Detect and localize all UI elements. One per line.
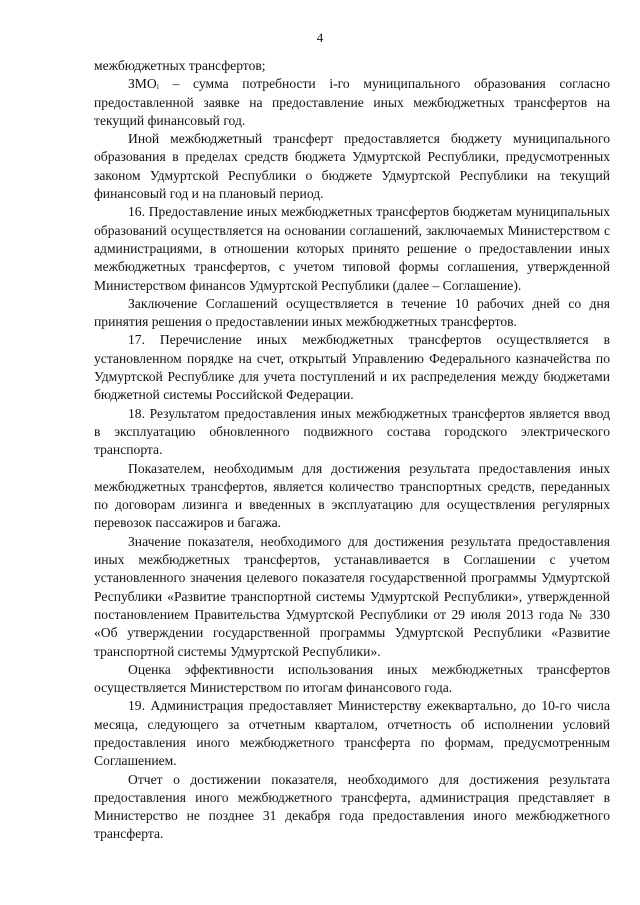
paragraph-indicator-value: Значение показателя, необходимого для достижения результата предоставления иных межбюджетных трансфертов, устанавливается в Соглашении с учетом установленного значения целевого показателя государственной программы Удмуртской Республики «Развитие транспортной системы Удмуртской Республики», утвержденной постановлением Правительства Удмуртской Республики от 29 июля 2013 года № 330 «Об утверждении государственной программы Удмуртской Республики «Развитие транспортной системы Удмуртской Республики». (94, 533, 610, 659)
paragraph-report-deadline: Отчет о достижении показателя, необходимого для достижения результата предоставления иного межбюджетного трансферта, администрация представляет в Министерство не позднее 31 декабря года предоставления иного межбюджетного трансферта. (94, 771, 610, 842)
paragraph-zmo-definition: ЗМОᵢ – сумма потребности i-го муниципального образования согласно предоставленной заявке на предоставление иных межбюджетных трансфертов на текущий финансовый год. (94, 76, 610, 128)
paragraph-agreement-term: Заключение Соглашений осуществляется в течение 10 рабочих дней со дня принятия решения о предоставлении иных межбюджетных трансфертов. (94, 295, 610, 330)
paragraph-18-result: 18. Результатом предоставления иных межбюджетных трансфертов является ввод в эксплуатацию обновленного подвижного состава городского электрического транспорта. (94, 405, 610, 458)
paragraph-transfer-limits: Иной межбюджетный трансферт предоставляется бюджету муниципального образования в пределах средств бюджета Удмуртской Республики, предусмотренных законом Удмуртской Республики о бюджете Удмуртской Республики на текущий финансовый год и на плановый период. (94, 131, 610, 202)
paragraph-19-reporting: 19. Администрация предоставляет Министерству ежеквартально, до 10-го числа месяца, следующего за отчетным кварталом, отчетность об исполнении условий предоставления иного межбюджетного трансферта по формам, предусмотренным Соглашением. (94, 698, 610, 769)
paragraph-efficiency: Оценка эффективности использования иных межбюджетных трансфертов осуществляется Министерством по итогам финансового года. (94, 661, 610, 696)
paragraph-17-transfer: 17. Перечисление иных межбюджетных трансфертов осуществляется в установленном порядке на счет, открытый Управлению Федерального казначейства по Удмуртской Республике для учета поступлений и их распределения между бюджетами бюджетной системы Российской Федерации. (94, 332, 610, 403)
page-number: 4 (316, 30, 324, 45)
paragraph-16-agreements: 16. Предоставление иных межбюджетных трансфертов бюджетам муниципальных образований осуществляется на основании соглашений, заключаемых Министерством с администрациями, в отношении которых принято решение о предоставлении иных межбюджетных трансфертов, с учетом типовой формы соглашения, утвержденной Министерством финансов Удмуртской Республики (далее – Соглашение). (94, 204, 610, 293)
paragraph-indicator: Показателем, необходимым для достижения результата предоставления иных межбюджетных трансфертов, является количество транспортных средств, переданных по договорам лизинга и введенных в эксплуатацию для осуществления регулярных перевозок пассажиров и багажа. (94, 460, 610, 531)
document-body (94, 57, 610, 844)
paragraph-continuation: межбюджетных трансфертов; (94, 58, 266, 73)
